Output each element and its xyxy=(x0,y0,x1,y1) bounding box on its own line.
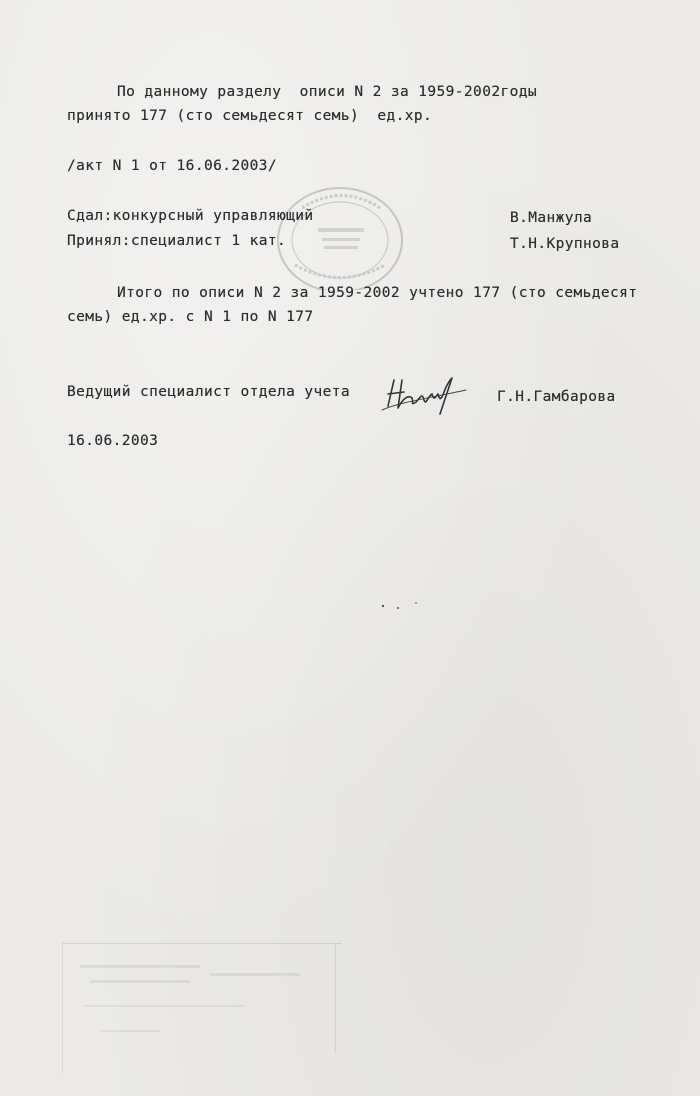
inventory-line-2: принято 177 (сто семьдесят семь) ед.хр. xyxy=(67,108,433,124)
total-line-2: семь) ед.хр. с N 1 по N 177 xyxy=(67,309,314,325)
ghost-impression xyxy=(60,935,350,1075)
signature xyxy=(380,372,470,416)
lead-specialist-label: Ведущий специалист отдела учета xyxy=(67,384,351,400)
handed-over-label: Сдал:конкурсный управляющий xyxy=(67,208,314,224)
handed-over-name: В.Манжула xyxy=(510,210,593,226)
act-reference: /акт N 1 от 16.06.2003/ xyxy=(67,158,277,174)
total-line-1: Итого по описи N 2 за 1959-2002 учтено 177 (сто семьдесят xyxy=(117,285,638,301)
received-name: Т.Н.Крупнова xyxy=(510,236,620,252)
lead-specialist-name: Г.Н.Гамбарова xyxy=(497,389,616,405)
inventory-line-1: По данному разделу описи N 2 за 1959-2002годы xyxy=(117,84,537,100)
speck-marks xyxy=(380,600,420,612)
received-label: Принял:специалист 1 кат. xyxy=(67,233,287,249)
document-date: 16.06.2003 xyxy=(67,433,159,449)
